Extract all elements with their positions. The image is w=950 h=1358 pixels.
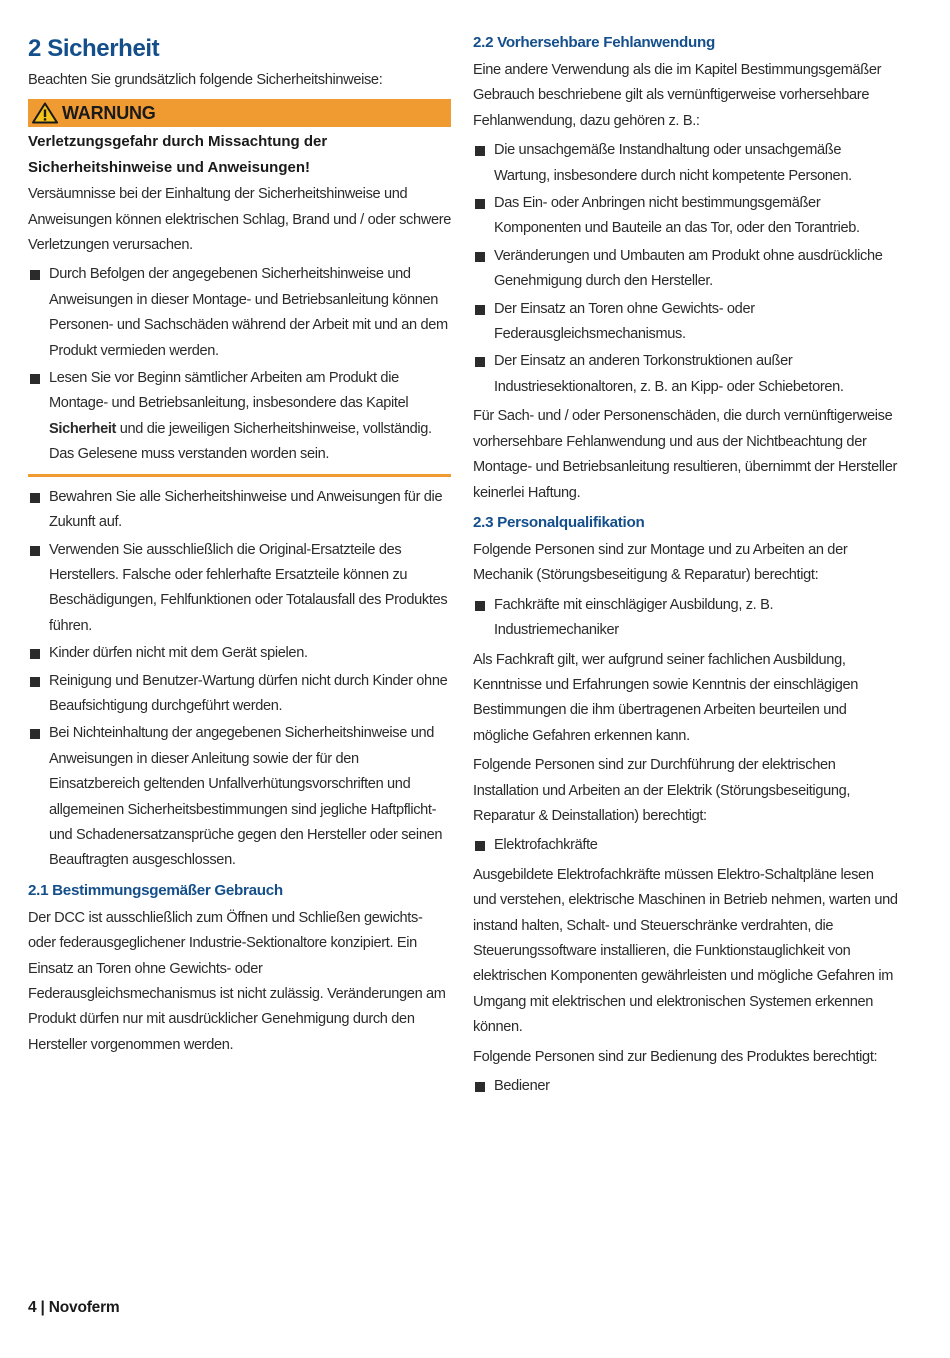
electrics-list [473,833,898,858]
subsection-title-2-2: 2.2 Vorhersehbare Fehlanwendung [473,34,715,51]
page-footer: 4 | Novoferm [28,1299,120,1316]
right-column [473,30,898,1103]
bullet-square-icon [30,677,40,687]
misuse-list [473,138,898,400]
bullet-square-icon [30,729,40,739]
qualification-text-electricians: Ausgebildete Elektrofachkräfte müssen Elektro-Schaltpläne lesen und verstehen, elektrische Maschinen in Betrieb nehmen, warten und instand halten, Schalt- und Steuerschränke verdrahten, die Steuerungssoftware installieren, die Funktionstauglichkeit von elektrischen Komponenten gewährleisten und mögliche Gefahren im Umgang mit elektrischen und elektronischen Systemen erkennen können. [473,866,898,1036]
subsection-intro-2-2: Eine andere Verwendung als die im Kapitel Bestimmungsgemäßer Gebrauch beschriebene gilt als vernünftigerweise vorhersehbare Fehlanwendung, dazu gehören z. B.: [473,62,882,129]
list-item: Das Ein- oder Anbringen nicht bestimmungsgemäßer Komponenten und Bauteile an das Tor, oder den Torantrieb. [473,191,898,242]
list-item: Kinder dürfen nicht mit dem Gerät spielen. [28,641,451,666]
section-intro: Beachten Sie grundsätzlich folgende Sicherheitshinweise: [28,72,383,88]
bullet-square-icon [475,146,485,156]
bullet-square-icon [475,841,485,851]
mechanics-list [473,593,898,644]
list-item: Bewahren Sie alle Sicherheitshinweise und Anweisungen für die Zukunft auf. [28,485,451,536]
warning-banner [28,99,451,127]
general-list [28,485,451,874]
subsection-text-2-1: Der DCC ist ausschließlich zum Öffnen und Schließen gewichts- oder federausgeglichener Industrie-Sektionaltore konzipiert. Ein Einsatz an Toren ohne Gewichts- oder Federausgleichsmechanismus ist nicht zulässig. Veränderungen am Produkt dürfen nur mit ausdrücklicher Genehmigung durch den Hersteller vorgenommen werden. [28,909,446,1053]
warning-label: WARNUNG [62,102,156,123]
qualification-text-mechanics: Folgende Personen sind zur Montage und zu Arbeiten an der Mechanik (Störungsbeseitigung & Reparatur) berechtigt: [473,541,848,584]
list-item: Verwenden Sie ausschließlich die Original-Ersatzteile des Herstellers. Falsche oder fehlerhafte Ersatzteile können zu Beschädigungen, Fehlfunktionen oder Totalausfall des Produktes führen. [28,538,451,640]
list-item: Die unsachgemäße Instandhaltung oder unsachgemäße Wartung, insbesondere durch nicht kompetente Personen. [473,138,898,189]
warning-list [28,262,451,467]
bullet-square-icon [30,493,40,503]
list-item: Elektrofachkräfte [473,833,898,858]
bullet-square-icon [475,357,485,367]
list-item: Der Einsatz an Toren ohne Gewichts- oder Federausgleichsmechanismus. [473,297,898,348]
operators-list [473,1074,898,1099]
list-item: Veränderungen und Umbauten am Produkt ohne ausdrückliche Genehmigung durch den Hersteller. [473,244,898,295]
bullet-square-icon [30,270,40,280]
warning-text: Versäumnisse bei der Einhaltung der Sicherheitshinweise und Anweisungen können elektrischen Schlag, Brand und / oder schwere Verletzungen verursachen. [28,186,451,254]
qualification-text-operation: Folgende Personen sind zur Bedienung des Produktes berechtigt: [473,1048,878,1065]
list-item: Fachkräfte mit einschlägiger Ausbildung, z. B. Industriemechaniker [473,593,898,644]
list-item: Der Einsatz an anderen Torkonstruktionen außer Industriesektionaltoren, z. B. an Kipp- oder Schiebetoren. [473,349,898,400]
warning-triangle-icon [32,102,58,124]
bullet-square-icon [30,546,40,556]
bullet-square-icon [475,305,485,315]
subsection-title-2-3: 2.3 Personalqualifikation [473,513,645,531]
warning-title: Verletzungsgefahr durch Missachtung der Sicherheitshinweise und Anweisungen! [28,133,328,176]
bullet-square-icon [30,649,40,659]
list-item: Lesen Sie vor Beginn sämtlicher Arbeiten am Produkt die Montage- und Betriebsanleitung, insbesondere das Kapitel Sicherheit und die jeweiligen Sicherheitshinweise, vollständig. Das Gelesene muss verstanden worden sein. [28,366,451,468]
qualification-text-specialist: Als Fachkraft gilt, wer aufgrund seiner fachlichen Ausbildung, Kenntnisse und Erfahrungen sowie Kenntnis der einschlägigen Bestimmungen die ihm übertragenen Arbeiten beurteilen und mögliche Gefahren erkennen kann. [473,651,859,744]
list-item: Reinigung und Benutzer-Wartung dürfen nicht durch Kinder ohne Beaufsichtigung durchgeführt werden. [28,669,451,720]
section-title: 2 Sicherheit [28,35,160,62]
list-item: Bei Nichteinhaltung der angegebenen Sicherheitshinweise und Anweisungen in dieser Anleitung sowie der für den Einsatzbereich geltenden Unfallverhütungsvorschriften und allgemeinen Sicherheitsbestimmungen sind jegliche Haftpflicht- und Schadenersatzansprüche gegen den Hersteller oder seinen Beauftragten ausgeschlossen. [28,721,451,873]
bullet-square-icon [475,1082,485,1092]
left-column [28,30,451,1062]
warning-block [28,129,451,476]
bullet-square-icon [30,374,40,384]
qualification-text-electrics: Folgende Personen sind zur Durchführung der elektrischen Installation und Arbeiten an der Elektrik (Störungsbeseitigung, Reparatur & Deinstallation) berechtigt: [473,757,851,824]
bullet-square-icon [475,199,485,209]
subsection-title-2-1: 2.1 Bestimmungsgemäßer Gebrauch [28,881,283,899]
subsection-outro-2-2: Für Sach- und / oder Personenschäden, die durch vernünftigerweise vorhersehbare Fehlanwendung und aus der Nichtbeachtung der Montage- und Betriebsanleitung resultieren, übernimmt der Hersteller keinerlei Haftung. [473,408,897,501]
list-item: Durch Befolgen der angegebenen Sicherheitshinweise und Anweisungen in dieser Montage- und Betriebsanleitung können Personen- und Sachschäden während der Arbeit mit und an dem Produkt vermieden werden. [28,262,451,364]
bullet-square-icon [475,601,485,611]
list-item: Bediener [473,1074,898,1099]
bullet-square-icon [475,252,485,262]
